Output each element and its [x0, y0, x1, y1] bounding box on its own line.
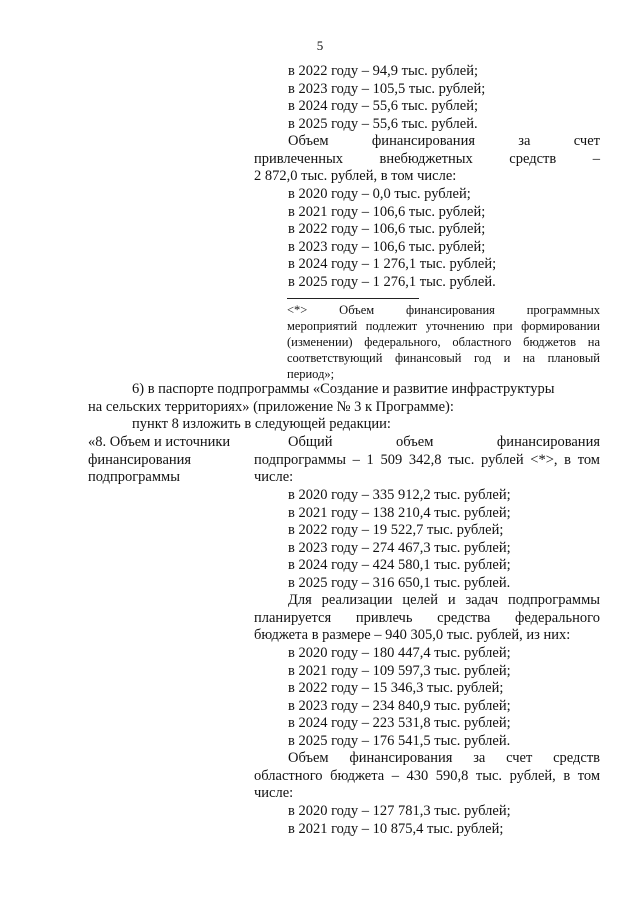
- list-item: в 2020 году – 0,0 тыс. рублей;: [288, 186, 471, 202]
- item-6-paragraph: 6) в паспорте подпрограммы «Создание и развитие инфраструктуры на сельских территориях» (приложение № 3 к Программе): пункт 8 изложить в следующей редакции:: [88, 381, 555, 432]
- page-number: 5: [316, 38, 324, 53]
- footnote: <*> Объем финансирования программных мероприятий подлежит уточнению при формировании (изменении) федерального, областного бюджетов на соответствующий финансовый год и на плановый период»;: [287, 303, 600, 381]
- list-item: в 2024 году – 55,6 тыс. рублей;: [288, 98, 479, 114]
- list-item: в 2020 году – 335 912,2 тыс. рублей;: [288, 487, 511, 503]
- list-item: в 2021 году – 106,6 тыс. рублей;: [288, 203, 486, 220]
- list-item: в 2023 году – 234 840,9 тыс. рублей;: [288, 697, 511, 714]
- footnote-rule: [287, 298, 419, 299]
- list-item: в 2025 году – 55,6 тыс. рублей.: [288, 115, 478, 132]
- extra-budget-year-list: [288, 186, 496, 291]
- list-item: в 2020 году – 180 447,4 тыс. рублей;: [288, 645, 511, 661]
- list-item: в 2022 году – 94,9 тыс. рублей;: [288, 63, 479, 79]
- list-item: в 2024 году – 1 276,1 тыс. рублей;: [288, 256, 497, 272]
- list-item: в 2024 году – 223 531,8 тыс. рублей;: [288, 715, 511, 731]
- list-item: в 2021 году – 10 875,4 тыс. рублей;: [288, 820, 504, 837]
- regional-budget-paragraph: Объем финансирования за счет средств областного бюджета – 430 590,8 тыс. рублей, в том числе:: [254, 750, 600, 801]
- federal-budget-paragraph: Для реализации целей и задач подпрограммы планируется привлечь средства федерального бюджета в размере – 940 305,0 тыс. рублей, из них:: [254, 592, 600, 643]
- list-item: в 2023 году – 105,5 тыс. рублей;: [288, 80, 486, 97]
- list-item: в 2024 году – 424 580,1 тыс. рублей;: [288, 557, 511, 573]
- regional-year-list: [288, 803, 511, 838]
- item-8-label: «8. Объем и источники финансирования подпрограммы: [88, 434, 231, 485]
- list-item: в 2023 году – 274 467,3 тыс. рублей;: [288, 539, 511, 556]
- extra-budget-paragraph: Объем финансирования за счет привлеченных внебюджетных средств – 2 872,0 тыс. рублей, в том числе:: [254, 133, 600, 184]
- list-item: в 2022 году – 19 522,7 тыс. рублей;: [288, 522, 504, 538]
- list-item: в 2021 году – 138 210,4 тыс. рублей;: [288, 504, 511, 521]
- list-item: в 2021 году – 109 597,3 тыс. рублей;: [288, 662, 511, 679]
- list-item: в 2025 году – 316 650,1 тыс. рублей.: [288, 574, 511, 591]
- list-item: в 2025 году – 1 276,1 тыс. рублей.: [288, 273, 496, 290]
- list-item: в 2022 году – 15 346,3 тыс. рублей;: [288, 680, 504, 696]
- list-item: в 2025 году – 176 541,5 тыс. рублей.: [288, 732, 511, 749]
- federal-year-list: [288, 645, 511, 750]
- total-year-list: [288, 487, 511, 592]
- list-item: в 2022 году – 106,6 тыс. рублей;: [288, 221, 486, 237]
- total-financing-paragraph: Общий объем финансирования подпрограммы – 1 509 342,8 тыс. рублей <*>, в том числе:: [254, 434, 600, 485]
- list-item: в 2020 году – 127 781,3 тыс. рублей;: [288, 803, 511, 819]
- top-year-list: [288, 63, 485, 133]
- list-item: в 2023 году – 106,6 тыс. рублей;: [288, 238, 486, 255]
